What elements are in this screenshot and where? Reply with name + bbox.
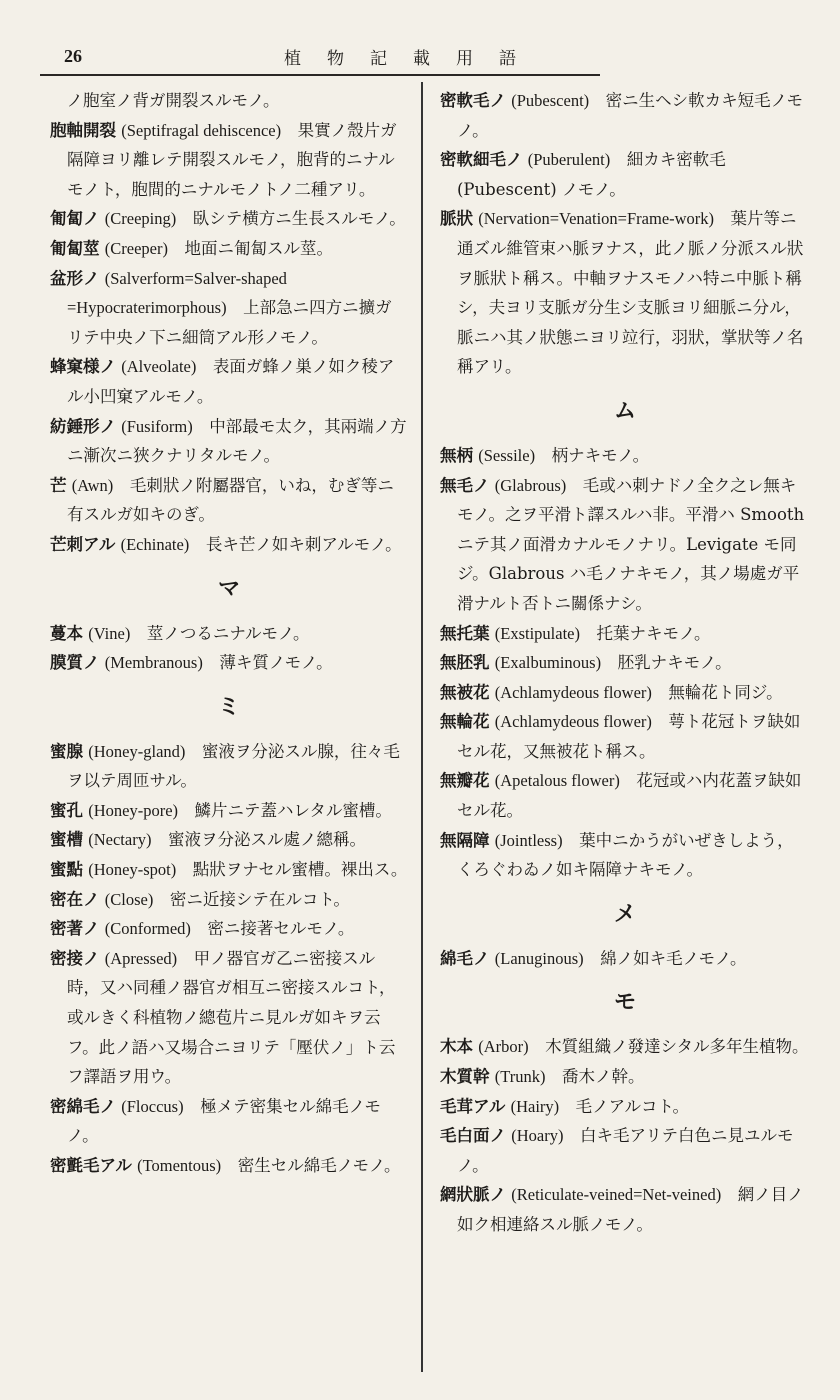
entry-term: 蜜點 [50,860,83,880]
section-heading: モ [613,990,636,1016]
entry-definition: 胚乳ナキモノ。 [617,653,732,673]
entry-definition: 柄ナキモノ。 [551,445,650,465]
glossary-entry [50,796,408,826]
glossary-entry [440,707,810,766]
entry-term: 毛茸アル [440,1096,506,1116]
entry-term: 無柄 [440,445,473,465]
glossary-entry [440,145,810,204]
glossary-entry [440,648,810,678]
entry-term: 芒刺アル [50,534,116,554]
entry-definition: 蜜液ヲ分泌スル處ノ總稱。 [167,830,366,850]
entry-english: (Creeping) [104,209,177,229]
glossary-entry [440,619,810,649]
glossary-entry [50,86,408,116]
entry-definition: 細カキ密軟毛 (Pubescent) ノモノ。 [457,150,726,199]
entry-english: (Salverform=Salver-shaped =Hypocraterimorphous) [67,268,287,318]
glossary-entry [50,855,408,885]
entry-definition: 萼ト花冠トヲ缺如セル花，又無被花ト稱ス。 [457,712,801,761]
entry-term: 木本 [440,1037,473,1057]
entry-english: (Alveolate) [121,357,197,377]
glossary-entry [440,678,810,708]
entry-english: (Exalbuminous) [494,653,602,673]
glossary-entry [50,1092,408,1151]
entry-term: 蜂窠様ノ [50,357,116,377]
entry-english: (Honey-spot) [88,860,177,880]
entry-term: 蜜槽 [50,830,83,850]
entry-english: (Reticulate-veined=Net-veined) [511,1185,722,1205]
right-column [440,86,810,1240]
entry-definition: ノ胞室ノ背ガ開裂スルモノ。 [66,91,280,110]
entry-definition: 臥シテ横方ニ生長スルモノ。 [192,209,406,229]
glossary-entry [440,826,810,885]
glossary-entry [440,1062,810,1092]
entry-english: (Jointless) [494,830,563,850]
entry-definition: 密ニ生ヘシ軟カキ短毛ノモノ。 [457,91,803,140]
entry-english: (Exstipulate) [494,623,580,643]
entry-term: 密綿毛ノ [50,1096,116,1116]
entry-term: 綿毛ノ [440,948,490,968]
glossary-entry [440,766,810,825]
glossary-entry [50,234,408,264]
glossary-entry [440,1032,810,1062]
section-heading: ム [613,398,636,424]
entry-term: 密軟毛ノ [440,91,506,110]
glossary-entry [50,944,408,1092]
entry-definition: 鱗片ニテ蓋ハレタル蜜槽。 [194,800,392,820]
glossary-entry [50,737,408,796]
entry-term: 網狀脈ノ [440,1185,506,1205]
page-header [40,44,600,76]
entry-english: (Fusiform) [121,416,193,436]
glossary-entry [440,441,810,471]
entry-term: 無輪花 [440,712,490,732]
glossary-entry [440,86,810,145]
entry-definition: 花冠或ハ内花蓋ヲ缺如セル花。 [457,771,802,821]
entry-definition: 中部最モ太ク，其兩端ノ方ニ漸次ニ狹クナリタルモノ。 [67,416,407,466]
entry-definition: 白キ毛アリテ白色ニ見ユルモノ。 [457,1126,794,1175]
entry-english: (Hairy) [510,1096,560,1116]
entry-english: (Apetalous flower) [494,771,620,791]
glossary-entry [50,619,408,649]
glossary-entry [440,944,810,974]
entry-term: 膜質ノ [50,653,100,673]
entry-definition: 木質組織ノ發達シタル多年生植物。 [545,1037,809,1057]
entry-english: (Pubescent) [511,91,590,110]
entry-english: (Hoary) [511,1126,564,1146]
entry-definition: 長キ芒ノ如キ刺アルモノ。 [205,534,402,554]
left-column [50,86,408,1181]
entry-definition: 喬木ノ幹。 [561,1067,645,1087]
entry-english: (Septifragal dehiscence) [121,120,282,140]
entry-english: (Nervation=Venation=Frame-work) [478,209,715,229]
entry-english: (Puberulent) [527,150,611,170]
glossary-entry [50,885,408,915]
entry-term: 盆形ノ [50,268,100,288]
entry-definition: 毛刺狀ノ附屬器官，いね，むぎ等ニ有スルガ如キのぎ。 [67,475,394,525]
entry-term: 無瓣花 [440,771,490,791]
entry-english: (Honey-gland) [88,741,186,761]
entry-term: 蔓本 [50,623,83,643]
entry-definition: 綿ノ如キ毛ノモノ。 [600,948,747,968]
glossary-entry [50,412,408,471]
entry-definition: 地面ニ匍匐スル莖。 [184,238,333,258]
entry-english: (Apressed) [104,948,178,968]
entry-term: 無托葉 [440,623,490,643]
glossary-entry [50,648,408,678]
entry-term: 蜜腺 [50,741,83,761]
entry-definition: 上部急ニ四方ニ擴ガリテ中央ノ下ニ細筒アル形ノモノ。 [67,298,392,347]
entry-term: 密在ノ [50,889,100,909]
entry-definition: 葉片等ニ通ズル維管束ハ脈ヲナス，此ノ脈ノ分派スル狀ヲ脈狀ト稱ス。中軸ヲナスモノハ特ニ中脈ト稱シ，夫ヨリ支脈ガ分生シ支脈ヨリ細脈ニ分ル，脈ニハ其ノ狀態ニヨリ竝行，羽狀，掌狀等ノ名稱アリ。 [457,209,804,377]
entry-english: (Achlamydeous flower) [494,712,652,732]
entry-english: (Tomentous) [137,1156,222,1175]
entry-definition: 葉中ニかうがいぜきしよう，くろぐわゐノ如キ隔障ナキモノ。 [457,830,794,880]
glossary-entry [440,1121,810,1180]
entry-definition: 毛或ハ刺ナドノ全ク之レ無キモノ。之ヲ平滑ト譯スルハ非。平滑ハ Smooth ニテ其ノ面滑カナルモノナリ。Levigate モ同ジ。Glabrous ハ毛ノナキモノ，其ノ場處ガ平滑ナルト否トニ關係ナシ。 [457,475,805,613]
page-number: 26 [64,46,82,66]
section-heading: マ [217,576,240,602]
entry-english: (Close) [104,889,154,909]
entry-definition: 密ニ接著セルモノ。 [207,919,355,939]
entry-term: 匍匐ノ [50,209,100,229]
entry-definition: 莖ノつるニナルモノ。 [146,623,310,643]
entry-term: 脈狀 [440,209,473,229]
glossary-entry [50,204,408,234]
glossary-entry [440,204,810,382]
entry-english: (Awn) [71,475,114,495]
entry-definition: 密生セル綿毛ノモノ。 [237,1156,401,1175]
entry-english: (Lanuginous) [494,948,584,968]
glossary-entry [440,1180,810,1239]
glossary-entry [440,1092,810,1122]
entry-english: (Achlamydeous flower) [494,682,652,702]
entry-term: 密著ノ [50,919,100,939]
entry-english: (Arbor) [478,1037,529,1057]
page-title: 植物記載用語 [284,49,542,69]
glossary-entry [50,116,408,205]
section-heading: ミ [217,694,240,720]
entry-term: 木質幹 [440,1067,490,1087]
entry-term: 無隔障 [440,830,490,850]
column-divider [421,82,423,1372]
entry-english: (Membranous) [104,653,203,673]
entry-english: (Vine) [88,623,131,643]
entry-english: (Nectary) [88,830,152,850]
entry-english: (Echinate) [120,534,190,554]
glossary-entry [50,914,408,944]
glossary-entry [440,471,810,619]
entry-definition: 薄キ質ノモノ。 [219,653,333,673]
entry-definition: 點狀ヲナセル蜜槽。裸出ス。 [192,860,408,880]
entry-english: (Creeper) [104,238,168,258]
entry-definition: 極メテ密集セル綿毛ノモノ。 [67,1096,381,1146]
entry-term: 密接ノ [50,948,100,968]
entry-term: 無胚乳 [440,653,490,673]
entry-term: 匍匐莖 [50,238,100,258]
entry-definition: 網ノ目ノ如ク相連絡スル脈ノモノ。 [457,1185,804,1234]
glossary-entry [50,825,408,855]
entry-term: 紡錘形ノ [50,416,116,436]
glossary-entry [50,471,408,530]
entry-definition: 果實ノ殼片ガ隔障ヨリ離レテ開裂スルモノ，胞背的ニナルモノト，胞間的ニナルモノトノ二種アリ。 [67,120,397,199]
entry-english: (Floccus) [121,1096,184,1116]
glossary-entry [50,352,408,411]
entry-term: 毛白面ノ [440,1126,506,1146]
entry-term: 密軟細毛ノ [440,150,523,170]
entry-term: 胞軸開裂 [50,120,116,140]
section-heading: メ [613,901,636,927]
entry-definition: 表面ガ蜂ノ巣ノ如ク稜アル小凹窠アルモノ。 [67,357,395,406]
entry-english: (Glabrous) [494,475,567,495]
entry-definition: 毛ノアルコト。 [575,1096,690,1116]
entry-term: 密氈毛アル [50,1156,132,1175]
glossary-entry [50,530,408,560]
entry-definition: 托葉ナキモノ。 [596,623,711,643]
entry-english: (Honey-pore) [88,800,179,820]
entry-english: (Sessile) [478,445,536,465]
entry-term: 無被花 [440,682,490,702]
entry-term: 蜜孔 [50,800,83,820]
entry-english: (Conformed) [104,919,191,939]
entry-term: 無毛ノ [440,475,490,495]
entry-definition: 甲ノ器官ガ乙ニ密接スル時，又ハ同種ノ器官ガ相互ニ密接スルコト，或ルきく科植物ノ總苞片ニ見ルガ如キヲ云フ。此ノ語ハ又場合ニヨリテ「壓伏ノ」ト云フ譯語ヲ用ウ。 [67,948,396,1087]
entry-definition: 密ニ近接シテ在ルコト。 [169,889,350,909]
glossary-entry [50,264,408,353]
entry-definition: 蜜液ヲ分泌スル腺，往々毛ヲ以テ周匝サル。 [67,741,400,791]
entry-english: (Trunk) [494,1067,546,1087]
entry-definition: 無輪花ト同ジ。 [668,682,783,702]
entry-term: 芒 [50,475,67,495]
glossary-entry [50,1151,408,1181]
